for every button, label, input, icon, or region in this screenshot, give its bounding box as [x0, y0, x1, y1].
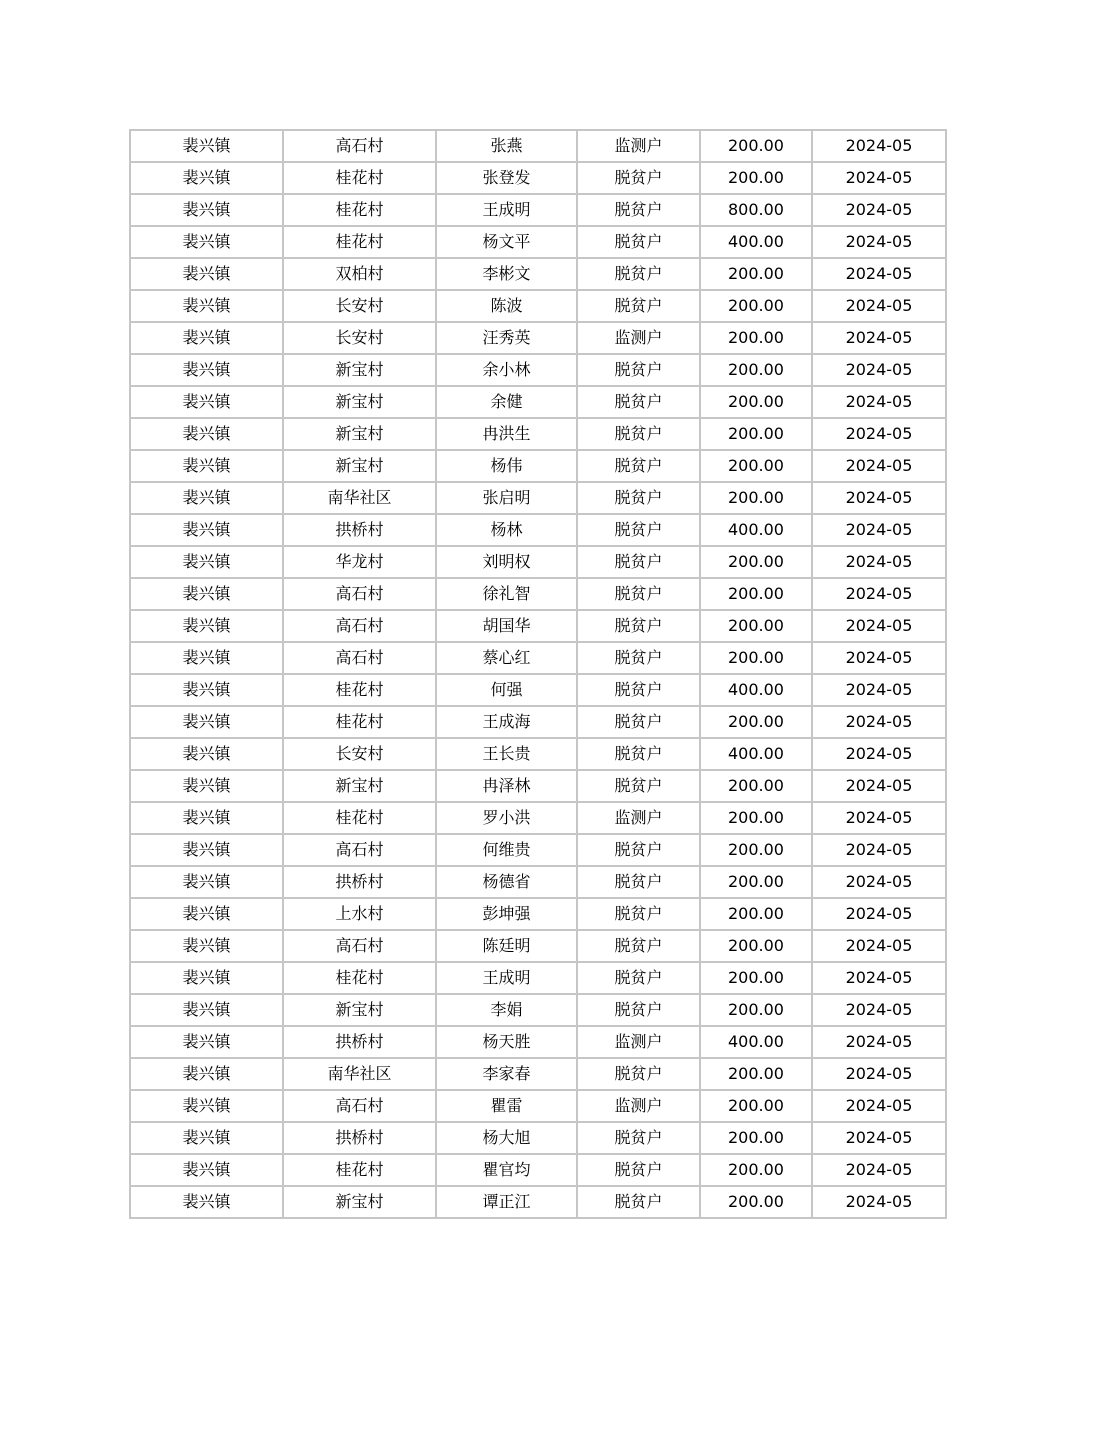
cell-name: 杨林	[436, 514, 577, 546]
table-row	[130, 450, 946, 482]
cell-town: 裴兴镇	[130, 770, 283, 802]
cell-name: 李彬文	[436, 258, 577, 290]
cell-amount: 200.00	[700, 642, 812, 674]
cell-village: 拱桥村	[283, 514, 436, 546]
cell-amount: 200.00	[700, 322, 812, 354]
cell-amount: 200.00	[700, 450, 812, 482]
cell-name: 冉泽林	[436, 770, 577, 802]
cell-village: 高石村	[283, 610, 436, 642]
cell-town: 裴兴镇	[130, 1026, 283, 1058]
cell-town: 裴兴镇	[130, 386, 283, 418]
cell-town: 裴兴镇	[130, 802, 283, 834]
cell-name: 杨文平	[436, 226, 577, 258]
cell-name: 杨伟	[436, 450, 577, 482]
table-row	[130, 194, 946, 226]
table-row	[130, 386, 946, 418]
cell-amount: 200.00	[700, 930, 812, 962]
cell-town: 裴兴镇	[130, 898, 283, 930]
cell-village: 南华社区	[283, 482, 436, 514]
table-row	[130, 130, 946, 162]
cell-amount: 400.00	[700, 1026, 812, 1058]
cell-amount: 200.00	[700, 482, 812, 514]
cell-name: 何维贵	[436, 834, 577, 866]
table-row	[130, 162, 946, 194]
cell-town: 裴兴镇	[130, 1154, 283, 1186]
cell-amount: 400.00	[700, 226, 812, 258]
cell-village: 新宝村	[283, 450, 436, 482]
cell-household-type: 监测户	[577, 1090, 700, 1122]
cell-period: 2024-05	[812, 898, 946, 930]
cell-name: 李家春	[436, 1058, 577, 1090]
subsidy-records-table	[129, 129, 947, 1219]
cell-village: 高石村	[283, 578, 436, 610]
cell-town: 裴兴镇	[130, 930, 283, 962]
cell-period: 2024-05	[812, 450, 946, 482]
cell-household-type: 脱贫户	[577, 930, 700, 962]
cell-name: 刘明权	[436, 546, 577, 578]
cell-town: 裴兴镇	[130, 194, 283, 226]
cell-household-type: 脱贫户	[577, 994, 700, 1026]
cell-town: 裴兴镇	[130, 418, 283, 450]
cell-name: 杨大旭	[436, 1122, 577, 1154]
cell-town: 裴兴镇	[130, 738, 283, 770]
table-row	[130, 866, 946, 898]
cell-period: 2024-05	[812, 866, 946, 898]
cell-household-type: 脱贫户	[577, 898, 700, 930]
cell-amount: 400.00	[700, 674, 812, 706]
cell-period: 2024-05	[812, 770, 946, 802]
table-row	[130, 290, 946, 322]
cell-village: 桂花村	[283, 194, 436, 226]
cell-town: 裴兴镇	[130, 962, 283, 994]
cell-village: 新宝村	[283, 354, 436, 386]
cell-household-type: 脱贫户	[577, 1154, 700, 1186]
cell-town: 裴兴镇	[130, 674, 283, 706]
table-row	[130, 738, 946, 770]
cell-name: 罗小洪	[436, 802, 577, 834]
table-row	[130, 514, 946, 546]
cell-town: 裴兴镇	[130, 866, 283, 898]
cell-period: 2024-05	[812, 578, 946, 610]
cell-village: 桂花村	[283, 962, 436, 994]
cell-amount: 200.00	[700, 354, 812, 386]
cell-period: 2024-05	[812, 738, 946, 770]
cell-village: 高石村	[283, 1090, 436, 1122]
cell-household-type: 脱贫户	[577, 642, 700, 674]
cell-period: 2024-05	[812, 258, 946, 290]
table-row	[130, 354, 946, 386]
cell-amount: 200.00	[700, 1122, 812, 1154]
cell-amount: 200.00	[700, 1154, 812, 1186]
cell-amount: 200.00	[700, 418, 812, 450]
cell-town: 裴兴镇	[130, 514, 283, 546]
table-row	[130, 770, 946, 802]
cell-town: 裴兴镇	[130, 1058, 283, 1090]
cell-amount: 200.00	[700, 546, 812, 578]
cell-town: 裴兴镇	[130, 610, 283, 642]
table-row	[130, 1090, 946, 1122]
table-row	[130, 1026, 946, 1058]
cell-period: 2024-05	[812, 322, 946, 354]
table-row	[130, 642, 946, 674]
cell-village: 桂花村	[283, 226, 436, 258]
table-row	[130, 706, 946, 738]
cell-household-type: 脱贫户	[577, 706, 700, 738]
table-row	[130, 674, 946, 706]
cell-period: 2024-05	[812, 1026, 946, 1058]
cell-household-type: 脱贫户	[577, 962, 700, 994]
cell-amount: 200.00	[700, 130, 812, 162]
cell-amount: 200.00	[700, 834, 812, 866]
cell-village: 新宝村	[283, 386, 436, 418]
cell-period: 2024-05	[812, 1154, 946, 1186]
cell-household-type: 脱贫户	[577, 770, 700, 802]
cell-period: 2024-05	[812, 962, 946, 994]
cell-village: 高石村	[283, 930, 436, 962]
cell-town: 裴兴镇	[130, 642, 283, 674]
cell-name: 王成明	[436, 962, 577, 994]
cell-village: 南华社区	[283, 1058, 436, 1090]
cell-amount: 400.00	[700, 514, 812, 546]
cell-period: 2024-05	[812, 354, 946, 386]
cell-household-type: 脱贫户	[577, 578, 700, 610]
cell-village: 高石村	[283, 834, 436, 866]
cell-town: 裴兴镇	[130, 226, 283, 258]
cell-amount: 200.00	[700, 162, 812, 194]
cell-village: 桂花村	[283, 1154, 436, 1186]
cell-village: 新宝村	[283, 1186, 436, 1218]
cell-household-type: 脱贫户	[577, 226, 700, 258]
table-row	[130, 226, 946, 258]
cell-name: 汪秀英	[436, 322, 577, 354]
cell-amount: 200.00	[700, 610, 812, 642]
cell-period: 2024-05	[812, 994, 946, 1026]
table-body	[130, 130, 946, 1218]
cell-village: 拱桥村	[283, 866, 436, 898]
cell-town: 裴兴镇	[130, 1186, 283, 1218]
table-row	[130, 898, 946, 930]
cell-town: 裴兴镇	[130, 130, 283, 162]
cell-amount: 200.00	[700, 386, 812, 418]
cell-period: 2024-05	[812, 674, 946, 706]
table-row	[130, 994, 946, 1026]
cell-name: 胡国华	[436, 610, 577, 642]
cell-household-type: 脱贫户	[577, 866, 700, 898]
table-row	[130, 482, 946, 514]
cell-name: 谭正江	[436, 1186, 577, 1218]
cell-town: 裴兴镇	[130, 162, 283, 194]
table-row	[130, 546, 946, 578]
cell-name: 王长贵	[436, 738, 577, 770]
cell-name: 余小林	[436, 354, 577, 386]
cell-town: 裴兴镇	[130, 482, 283, 514]
cell-period: 2024-05	[812, 834, 946, 866]
cell-household-type: 脱贫户	[577, 386, 700, 418]
cell-name: 杨天胜	[436, 1026, 577, 1058]
cell-period: 2024-05	[812, 226, 946, 258]
cell-village: 新宝村	[283, 770, 436, 802]
cell-village: 拱桥村	[283, 1122, 436, 1154]
cell-household-type: 监测户	[577, 130, 700, 162]
cell-name: 李娟	[436, 994, 577, 1026]
cell-period: 2024-05	[812, 802, 946, 834]
cell-period: 2024-05	[812, 162, 946, 194]
cell-household-type: 脱贫户	[577, 194, 700, 226]
cell-amount: 200.00	[700, 994, 812, 1026]
table-row	[130, 1154, 946, 1186]
cell-town: 裴兴镇	[130, 578, 283, 610]
cell-period: 2024-05	[812, 1058, 946, 1090]
table-row	[130, 610, 946, 642]
cell-household-type: 监测户	[577, 802, 700, 834]
cell-town: 裴兴镇	[130, 354, 283, 386]
table-row	[130, 834, 946, 866]
cell-household-type: 脱贫户	[577, 354, 700, 386]
cell-period: 2024-05	[812, 482, 946, 514]
cell-household-type: 脱贫户	[577, 514, 700, 546]
cell-period: 2024-05	[812, 930, 946, 962]
cell-town: 裴兴镇	[130, 258, 283, 290]
cell-amount: 200.00	[700, 962, 812, 994]
cell-period: 2024-05	[812, 642, 946, 674]
cell-amount: 200.00	[700, 802, 812, 834]
cell-town: 裴兴镇	[130, 834, 283, 866]
cell-amount: 200.00	[700, 706, 812, 738]
cell-village: 华龙村	[283, 546, 436, 578]
cell-household-type: 脱贫户	[577, 738, 700, 770]
cell-amount: 400.00	[700, 738, 812, 770]
cell-name: 王成海	[436, 706, 577, 738]
table-row	[130, 1186, 946, 1218]
cell-town: 裴兴镇	[130, 322, 283, 354]
cell-name: 何强	[436, 674, 577, 706]
cell-period: 2024-05	[812, 130, 946, 162]
cell-period: 2024-05	[812, 418, 946, 450]
cell-name: 彭坤强	[436, 898, 577, 930]
cell-town: 裴兴镇	[130, 450, 283, 482]
cell-town: 裴兴镇	[130, 994, 283, 1026]
cell-town: 裴兴镇	[130, 546, 283, 578]
table-row	[130, 1122, 946, 1154]
cell-village: 高石村	[283, 130, 436, 162]
cell-household-type: 脱贫户	[577, 258, 700, 290]
cell-village: 桂花村	[283, 674, 436, 706]
cell-amount: 200.00	[700, 1090, 812, 1122]
cell-household-type: 脱贫户	[577, 482, 700, 514]
cell-name: 徐礼智	[436, 578, 577, 610]
cell-name: 瞿官均	[436, 1154, 577, 1186]
cell-name: 王成明	[436, 194, 577, 226]
table-row	[130, 1058, 946, 1090]
cell-town: 裴兴镇	[130, 706, 283, 738]
cell-household-type: 脱贫户	[577, 1122, 700, 1154]
cell-village: 高石村	[283, 642, 436, 674]
cell-household-type: 脱贫户	[577, 674, 700, 706]
cell-period: 2024-05	[812, 194, 946, 226]
table-row	[130, 578, 946, 610]
cell-household-type: 脱贫户	[577, 834, 700, 866]
cell-village: 新宝村	[283, 418, 436, 450]
cell-household-type: 监测户	[577, 1026, 700, 1058]
cell-name: 冉洪生	[436, 418, 577, 450]
cell-period: 2024-05	[812, 546, 946, 578]
cell-period: 2024-05	[812, 386, 946, 418]
cell-name: 张登发	[436, 162, 577, 194]
cell-household-type: 脱贫户	[577, 418, 700, 450]
cell-household-type: 监测户	[577, 322, 700, 354]
cell-household-type: 脱贫户	[577, 1058, 700, 1090]
cell-village: 双柏村	[283, 258, 436, 290]
cell-household-type: 脱贫户	[577, 1186, 700, 1218]
cell-town: 裴兴镇	[130, 1122, 283, 1154]
table-row	[130, 322, 946, 354]
cell-amount: 200.00	[700, 866, 812, 898]
cell-name: 张启明	[436, 482, 577, 514]
cell-name: 陈波	[436, 290, 577, 322]
cell-household-type: 脱贫户	[577, 450, 700, 482]
cell-village: 桂花村	[283, 706, 436, 738]
cell-household-type: 脱贫户	[577, 290, 700, 322]
cell-amount: 200.00	[700, 258, 812, 290]
cell-village: 拱桥村	[283, 1026, 436, 1058]
table-row	[130, 930, 946, 962]
cell-period: 2024-05	[812, 1090, 946, 1122]
table-row	[130, 418, 946, 450]
cell-household-type: 脱贫户	[577, 162, 700, 194]
cell-village: 长安村	[283, 290, 436, 322]
cell-period: 2024-05	[812, 514, 946, 546]
cell-name: 瞿雷	[436, 1090, 577, 1122]
cell-village: 桂花村	[283, 162, 436, 194]
cell-name: 杨德省	[436, 866, 577, 898]
cell-village: 长安村	[283, 738, 436, 770]
cell-name: 陈廷明	[436, 930, 577, 962]
cell-amount: 200.00	[700, 770, 812, 802]
cell-amount: 200.00	[700, 1186, 812, 1218]
table-row	[130, 962, 946, 994]
cell-amount: 200.00	[700, 290, 812, 322]
cell-period: 2024-05	[812, 610, 946, 642]
cell-village: 长安村	[283, 322, 436, 354]
cell-village: 桂花村	[283, 802, 436, 834]
cell-period: 2024-05	[812, 1122, 946, 1154]
cell-name: 余健	[436, 386, 577, 418]
cell-amount: 200.00	[700, 1058, 812, 1090]
cell-town: 裴兴镇	[130, 290, 283, 322]
cell-period: 2024-05	[812, 706, 946, 738]
cell-amount: 200.00	[700, 578, 812, 610]
cell-period: 2024-05	[812, 1186, 946, 1218]
cell-name: 蔡心红	[436, 642, 577, 674]
cell-town: 裴兴镇	[130, 1090, 283, 1122]
table-row	[130, 802, 946, 834]
cell-amount: 200.00	[700, 898, 812, 930]
cell-village: 上水村	[283, 898, 436, 930]
cell-household-type: 脱贫户	[577, 610, 700, 642]
table-row	[130, 258, 946, 290]
cell-household-type: 脱贫户	[577, 546, 700, 578]
cell-village: 新宝村	[283, 994, 436, 1026]
cell-period: 2024-05	[812, 290, 946, 322]
cell-amount: 800.00	[700, 194, 812, 226]
cell-name: 张燕	[436, 130, 577, 162]
